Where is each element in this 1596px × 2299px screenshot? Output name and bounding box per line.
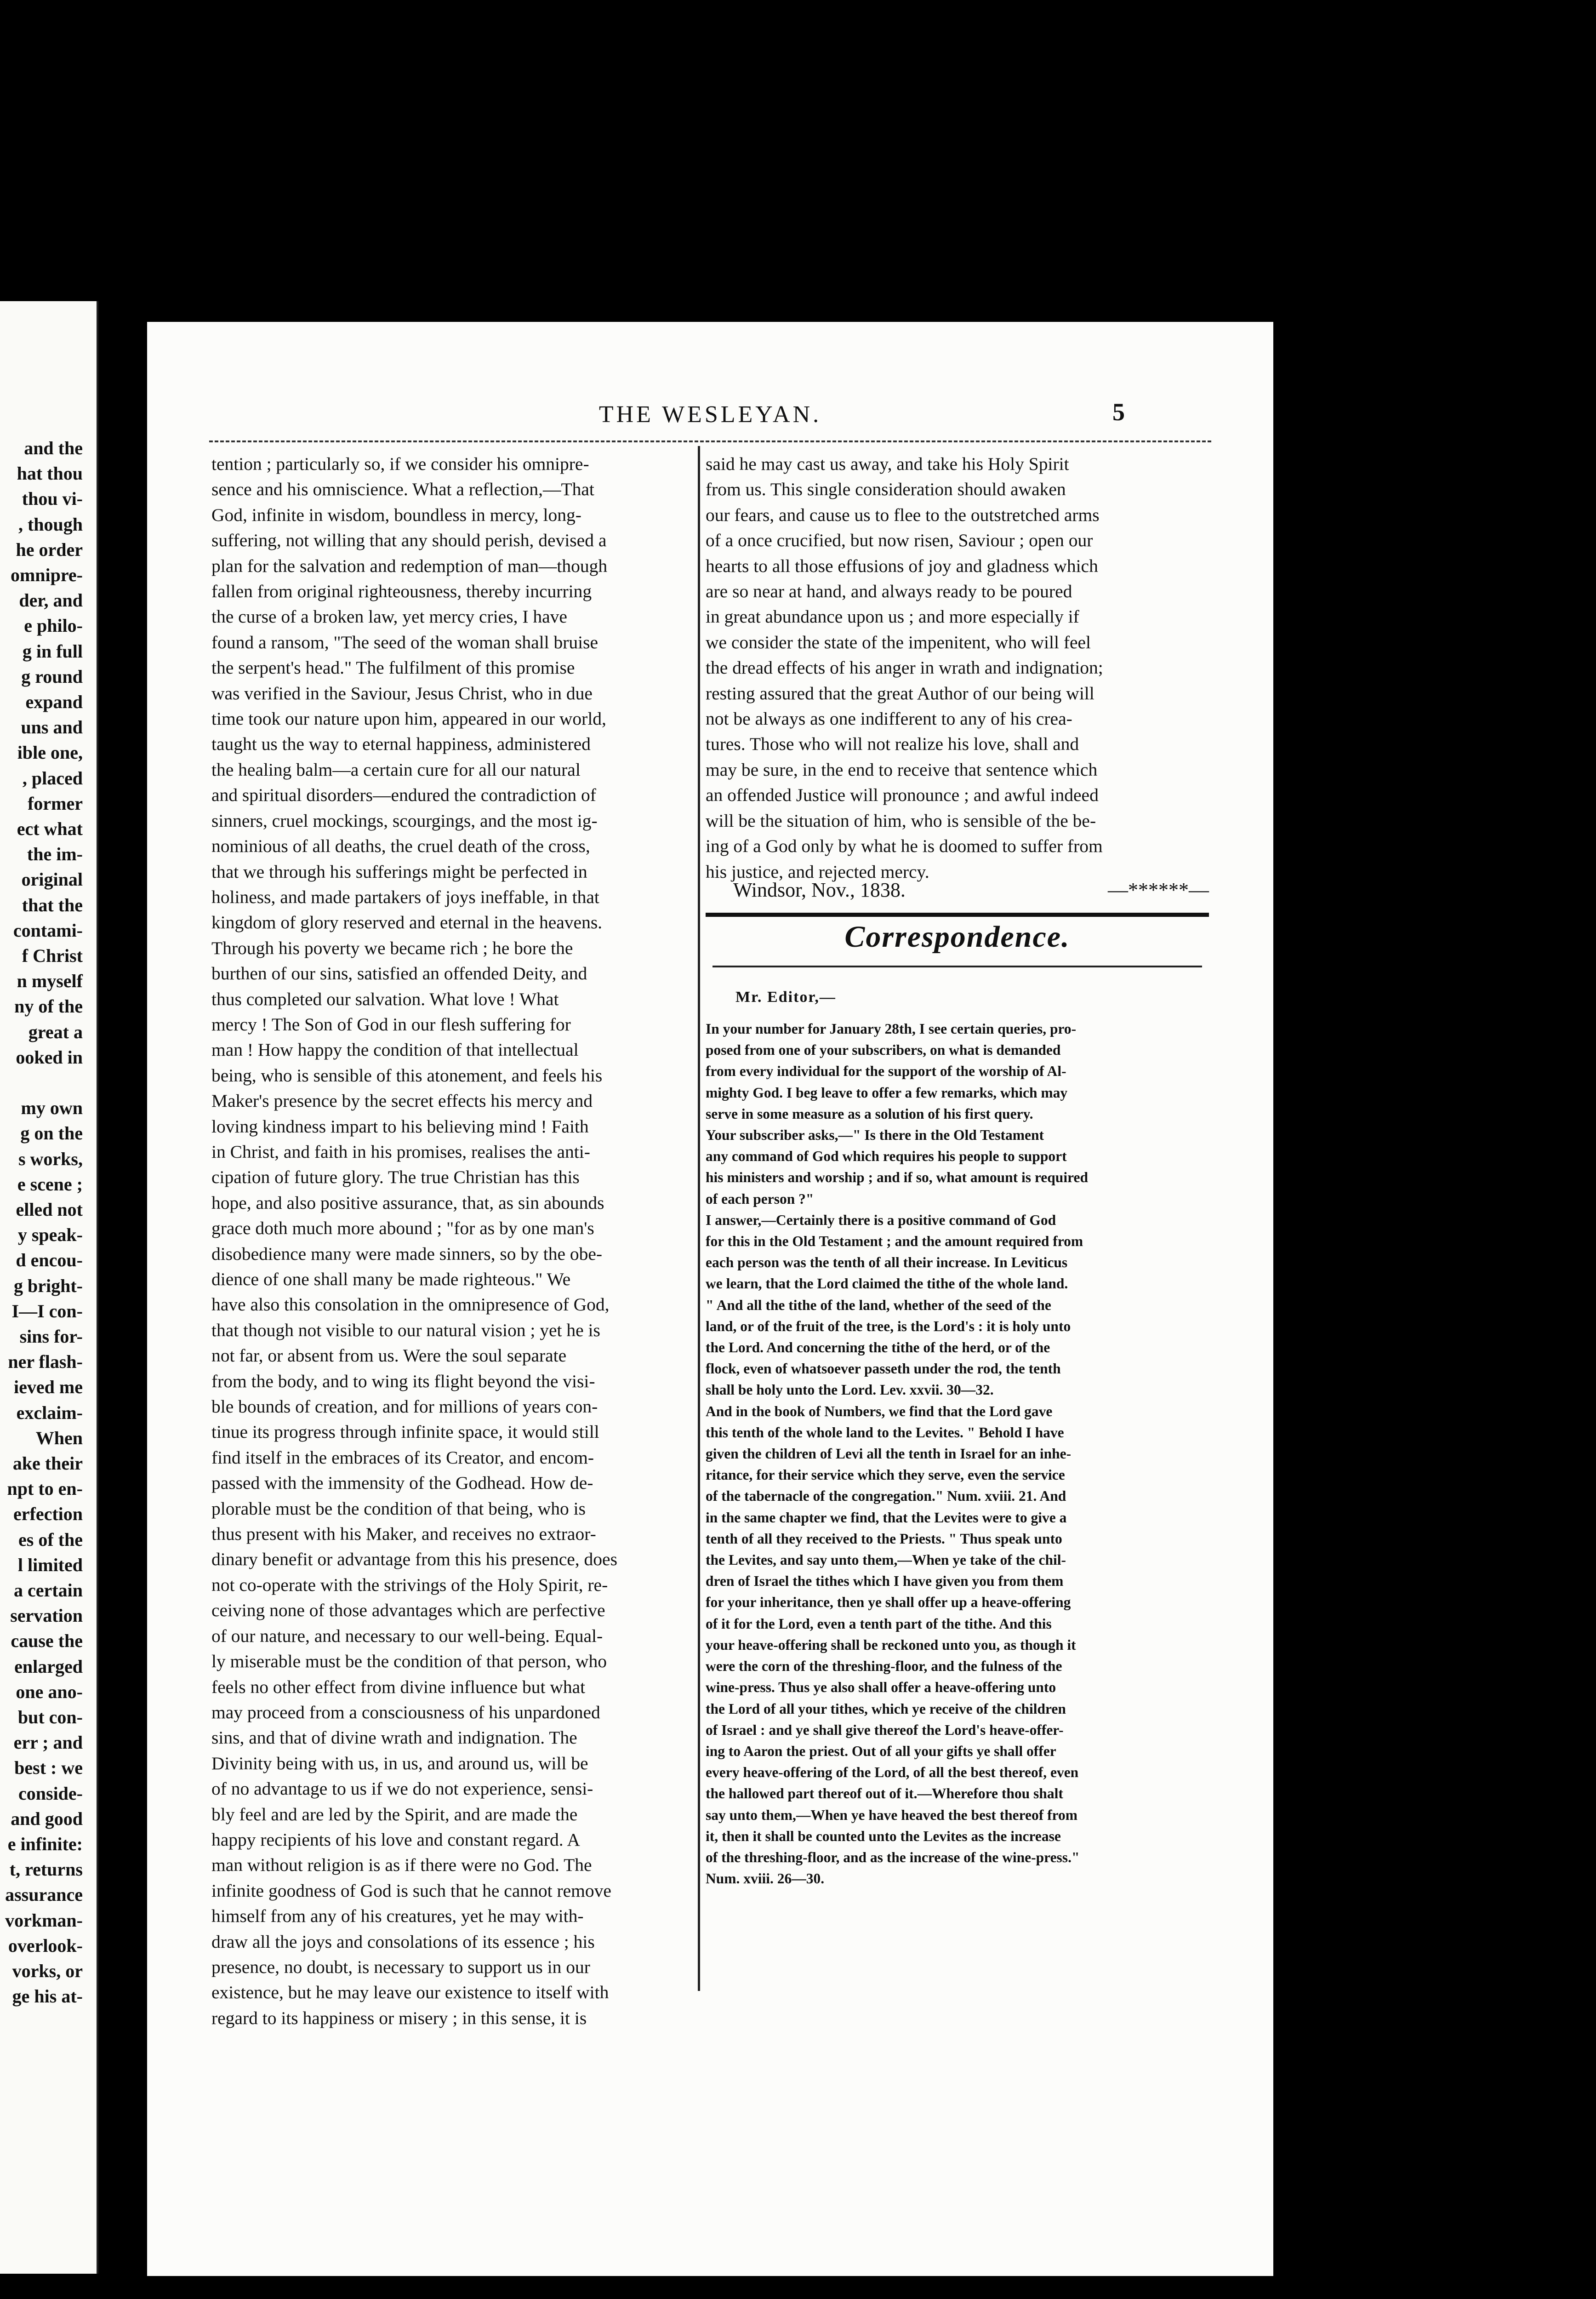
facing-page-fragment <box>0 301 98 2274</box>
text-line: In your number for January 28th, I see certain queries, pro- <box>706 1021 1077 1037</box>
text-line: the Levites, and say unto them,—When ye take of the chil- <box>706 1552 1066 1568</box>
fragment-line: a certain <box>14 1580 83 1601</box>
fragment-line: y speak- <box>17 1224 83 1246</box>
fragment-line: elled not <box>16 1199 83 1220</box>
text-line: taught us the way to eternal happiness, administered <box>211 734 591 755</box>
text-line: I answer,—Certainly there is a positive command of God <box>706 1212 1056 1228</box>
text-line: of no advantage to us if we do not experience, sensi- <box>211 1779 593 1799</box>
text-line: of the threshing-floor, and as the increase of the wine-press." <box>706 1849 1080 1865</box>
text-line: nominious of all deaths, the cruel death of the cross, <box>211 836 590 857</box>
text-line: have also this consolation in the omnipresence of God, <box>211 1294 610 1315</box>
right-column-letter <box>706 1018 1209 1889</box>
text-line: land, or of the fruit of the tree, is the Lord's : it is holy unto <box>706 1318 1071 1334</box>
text-line: serve in some measure as a solution of his first query. <box>706 1105 1033 1122</box>
text-line: ing to Aaron the priest. Out of all your gifts ye shall offer <box>706 1743 1056 1759</box>
fragment-line: f Christ <box>22 945 83 966</box>
fragment-line: g on the <box>20 1123 83 1144</box>
column-divider <box>698 446 700 1991</box>
text-line: time took our nature upon him, appeared in our world, <box>211 709 606 729</box>
signoff-place-date: Windsor, Nov., 1838. <box>733 879 906 901</box>
text-line: in great abundance upon us ; and more especially if <box>706 606 1079 627</box>
text-line: Divinity being with us, in us, and around us, will be <box>211 1753 588 1773</box>
text-line: the curse of a broken law, yet mercy cries, I have <box>211 606 567 627</box>
fragment-line: , placed <box>22 767 83 789</box>
text-line: Num. xviii. 26—30. <box>706 1870 825 1887</box>
text-line: found a ransom, "The seed of the woman shall bruise <box>211 632 598 652</box>
text-line: his ministers and worship ; and if so, what amount is required <box>706 1169 1088 1186</box>
text-line: feels no other effect from divine influence but what <box>211 1676 586 1697</box>
text-line: find itself in the embraces of its Creator, and encom- <box>211 1447 594 1468</box>
text-line: tenth of all they received to the Priests. " Thus speak unto <box>706 1530 1062 1547</box>
signoff-mark: —******— <box>1108 879 1209 901</box>
text-line: not co-operate with the strivings of the Holy Spirit, re- <box>211 1574 608 1595</box>
fragment-line: contami- <box>13 920 83 941</box>
text-line: being, who is sensible of this atonement, and feels his <box>211 1065 603 1086</box>
text-line: disobedience many were made sinners, so by the obe- <box>211 1243 603 1264</box>
text-line: of Israel : and ye shall give thereof the Lord's heave-offer- <box>706 1721 1064 1738</box>
fragment-line: When <box>35 1427 83 1448</box>
text-line: his justice, and rejected mercy. <box>706 861 929 882</box>
text-line: in Christ, and faith in his promises, realises the anti- <box>211 1141 590 1162</box>
text-line: our fears, and cause us to flee to the outstretched arms <box>706 504 1100 525</box>
text-line: wine-press. Thus ye also shall offer a heave-offering unto <box>706 1679 1056 1696</box>
text-line: plan for the salvation and redemption of man—though <box>211 555 608 576</box>
text-line: hope, and also positive assurance, that, as sin abounds <box>211 1192 604 1213</box>
text-line: thus present with his Maker, and receives no extraor- <box>211 1524 596 1544</box>
text-line: from the body, and to wing its flight beyond the visi- <box>211 1371 595 1391</box>
text-line: sins, and that of divine wrath and indignation. The <box>211 1727 577 1748</box>
text-line: from us. This single consideration should awaken <box>706 479 1066 500</box>
fragment-line: that the <box>22 894 83 915</box>
text-line: plorable must be the condition of that being, who is <box>211 1498 586 1519</box>
text-line: suffering, not willing that any should perish, devised a <box>211 530 607 551</box>
fragment-line: ect what <box>17 818 83 839</box>
fragment-line: erfection <box>13 1504 83 1525</box>
letter-salutation: Mr. Editor,— <box>735 989 836 1006</box>
fragment-line: e scene ; <box>17 1173 83 1195</box>
text-line: of a once crucified, but now risen, Saviour ; open our <box>706 530 1093 551</box>
text-line: ble bounds of creation, and for millions of years con- <box>211 1396 598 1417</box>
text-line: ceiving none of those advantages which are perfective <box>211 1600 605 1621</box>
fragment-line: thou vi- <box>22 488 83 509</box>
text-line: God, infinite in wisdom, boundless in mercy, long- <box>211 504 581 525</box>
header-rule <box>209 440 1211 442</box>
fragment-line: former <box>28 793 83 814</box>
text-line: dren of Israel the tithes which I have given you from them <box>706 1573 1064 1590</box>
text-line: grace doth much more abound ; "for as by one man's <box>211 1218 594 1239</box>
fragment-line: g bright- <box>14 1275 83 1296</box>
fragment-line: enlarged <box>14 1656 83 1677</box>
fragment-line: servation <box>10 1605 83 1626</box>
running-title: THE WESLEYAN. <box>598 401 822 428</box>
text-line: the healing balm—a certain cure for all our natural <box>211 759 581 780</box>
text-line: for your inheritance, then ye shall offer up a heave-offering <box>706 1594 1071 1611</box>
text-line: will be the situation of him, who is sensible of the be- <box>706 810 1096 831</box>
text-line: ly miserable must be the condition of that person, who <box>211 1651 607 1672</box>
text-line: cipation of future glory. The true Christian has this <box>211 1167 580 1188</box>
fragment-line: s works, <box>18 1148 83 1169</box>
fragment-line: e philo- <box>24 615 83 636</box>
text-line: say unto them,—When ye have heaved the best thereof from <box>706 1807 1078 1823</box>
text-line: existence, but he may leave our existence to itself with <box>211 1982 609 2003</box>
text-line: may proceed from a consciousness of his unpardoned <box>211 1702 600 1722</box>
text-line: tention ; particularly so, if we consider his omnipre- <box>211 454 589 474</box>
text-line: shall be holy unto the Lord. Lev. xxvii. 30—32. <box>706 1382 994 1398</box>
text-line: resting assured that the great Author of our being will <box>706 683 1094 703</box>
fragment-line: exclaim- <box>16 1402 83 1423</box>
text-line: happy recipients of his love and constant regard. A <box>211 1829 580 1850</box>
article-signoff <box>706 878 1209 902</box>
fragment-line: ible one, <box>17 742 83 763</box>
text-line: we consider the state of the impenitent, who will feel <box>706 632 1091 652</box>
text-line: the serpent's head." The fulfilment of this promise <box>211 658 575 678</box>
fragment-line: original <box>21 869 83 890</box>
text-line: the hallowed part thereof out of it.—Wherefore thou shalt <box>706 1785 1063 1802</box>
text-line: mercy ! The Son of God in our flesh suffering for <box>211 1014 571 1035</box>
text-line: draw all the joys and consolations of its essence ; his <box>211 1931 595 1952</box>
fragment-line: one ano- <box>16 1681 83 1702</box>
section-rule-bottom <box>712 966 1202 967</box>
text-line: man without religion is as if there were no God. The <box>211 1855 592 1876</box>
text-line: were the corn of the threshing-floor, and the fulness of the <box>706 1658 1062 1675</box>
fragment-line: best : we <box>14 1757 83 1779</box>
text-line: was verified in the Saviour, Jesus Christ, who in due <box>211 683 593 703</box>
fragment-line: ooked in <box>16 1047 83 1068</box>
text-line: in the same chapter we find, that the Levites were to give a <box>706 1509 1067 1526</box>
text-line: " And all the tithe of the land, whether of the seed of the <box>706 1297 1051 1313</box>
fragment-line: assurance <box>5 1884 83 1905</box>
fragment-line: omnipre- <box>10 565 83 585</box>
text-line: ing of a God only by what he is doomed to suffer from <box>706 836 1103 857</box>
text-line: that though not visible to our natural vision ; yet he is <box>211 1320 600 1340</box>
text-line: each person was the tenth of all their increase. In Leviticus <box>706 1254 1068 1271</box>
text-line: the Lord. And concerning the tithe of the herd, or of the <box>706 1339 1050 1356</box>
text-line: hearts to all those effusions of joy and gladness which <box>706 555 1098 576</box>
text-line: thus completed our salvation. What love ! What <box>211 989 559 1009</box>
right-column-article-end <box>706 452 1209 885</box>
text-line: man ! How happy the condition of that intellectual <box>211 1040 579 1060</box>
fragment-line: ake their <box>12 1453 83 1474</box>
fragment-line: cause the <box>11 1630 83 1652</box>
text-line: tinue its progress through infinite space, it would still <box>211 1422 599 1442</box>
text-line: dinary benefit or advantage from this his presence, does <box>211 1549 617 1570</box>
fragment-line: g round <box>21 666 83 687</box>
fragment-line: n myself <box>17 971 83 992</box>
fragment-line: ieved me <box>14 1377 83 1398</box>
text-line: the dread effects of his anger in wrath and indignation; <box>706 658 1103 678</box>
text-line: loving kindness impart to his believing mind ! Faith <box>211 1116 589 1137</box>
text-line: every heave-offering of the Lord, of all the best thereof, even <box>706 1764 1079 1781</box>
fragment-line: l limited <box>17 1554 83 1575</box>
left-column-article <box>211 452 690 2031</box>
section-rule-top <box>706 913 1209 917</box>
text-line: any command of God which requires his people to support <box>706 1148 1067 1165</box>
text-line: sence and his omniscience. What a reflection,—That <box>211 479 594 500</box>
text-line: holiness, and made partakers of joys ineffable, in that <box>211 886 599 907</box>
fragment-line: ge his at- <box>12 1986 83 2007</box>
text-line: posed from one of your subscribers, on what is demanded <box>706 1042 1061 1058</box>
text-line: Maker's presence by the secret effects his mercy and <box>211 1091 593 1111</box>
text-line: may be sure, in the end to receive that sentence which <box>706 759 1098 780</box>
fragment-line: and good <box>11 1808 83 1829</box>
text-line: that we through his sufferings might be perfected in <box>211 861 587 882</box>
fragment-line: g in full <box>22 641 83 662</box>
text-line: kingdom of glory reserved and eternal in the heavens. <box>211 912 603 933</box>
text-line: sinners, cruel mockings, scourgings, and the most ig- <box>211 810 598 831</box>
text-line: not far, or absent from us. Were the soul separate <box>211 1345 567 1366</box>
text-line: an offended Justice will pronounce ; and awful indeed <box>706 785 1099 806</box>
fragment-line: ny of the <box>14 996 83 1017</box>
text-line: of the tabernacle of the congregation." Num. xviii. 21. And <box>706 1488 1066 1504</box>
text-line: from every individual for the support of the worship of Al- <box>706 1063 1066 1080</box>
fragment-line: npt to en- <box>7 1478 83 1499</box>
text-line: the Lord of all your tithes, which ye receive of the children <box>706 1700 1066 1717</box>
text-line: given the children of Levi all the tenth in Israel for an inhe- <box>706 1446 1072 1462</box>
text-line: bly feel and are led by the Spirit, and are made the <box>211 1804 578 1824</box>
text-line: of each person ?" <box>706 1190 814 1207</box>
fragment-line: expand <box>25 692 83 712</box>
fragment-line: vorks, or <box>12 1961 83 1981</box>
fragment-line: sins for- <box>19 1326 83 1347</box>
text-line: Through his poverty we became rich ; he bore the <box>211 938 573 958</box>
fragment-line: the im- <box>27 844 83 865</box>
fragment-line: es of the <box>18 1529 83 1550</box>
fragment-line: , though <box>18 514 83 535</box>
text-line: this tenth of the whole land to the Levites. " Behold I have <box>706 1424 1064 1441</box>
text-line: your heave-offering shall be reckoned unto you, as though it <box>706 1636 1076 1653</box>
text-line: tures. Those who will not realize his love, shall and <box>706 734 1079 755</box>
fragment-line: der, and <box>19 590 83 611</box>
fragment-line: t, returns <box>9 1859 83 1880</box>
fragment-line: e infinite: <box>7 1834 83 1854</box>
text-line: dience of one shall many be made righteous." We <box>211 1269 571 1289</box>
text-line: infinite goodness of God is such that he cannot remove <box>211 1880 611 1901</box>
fragment-line: my own <box>21 1098 83 1119</box>
text-line: of it for the Lord, even a tenth part of the tithe. And this <box>706 1615 1052 1632</box>
text-line: not be always as one indifferent to any of his crea- <box>706 709 1072 729</box>
fragment-line: but con- <box>17 1707 83 1727</box>
fragment-line: err ; and <box>13 1732 83 1753</box>
text-line: himself from any of his creatures, yet he may with- <box>211 1906 584 1927</box>
fragment-line: overlook- <box>8 1935 83 1956</box>
text-line: Your subscriber asks,—" Is there in the Old Testament <box>706 1127 1044 1144</box>
text-line: we learn, that the Lord claimed the tithe of the whole land. <box>706 1275 1068 1292</box>
text-line: and spiritual disorders—endured the contradiction of <box>211 785 596 806</box>
fragment-line: ner flash- <box>8 1351 83 1373</box>
fragment-line: I—I con- <box>11 1300 83 1321</box>
text-line: flock, even of whatsoever passeth under the rod, the tenth <box>706 1361 1061 1377</box>
text-line: mighty God. I beg leave to offer a few remarks, which may <box>706 1084 1068 1101</box>
text-line: said he may cast us away, and take his Holy Spirit <box>706 454 1069 474</box>
fragment-line: uns and <box>21 717 83 738</box>
section-title: Correspondence. <box>844 920 1070 954</box>
text-line: burthen of our sins, satisfied an offended Deity, and <box>211 963 587 984</box>
text-line: presence, no doubt, is necessary to support us in our <box>211 1956 590 1977</box>
text-line: are so near at hand, and always ready to be poured <box>706 581 1072 602</box>
newspaper-page <box>147 322 1273 2276</box>
text-line: it, then it shall be counted unto the Levites as the increase <box>706 1828 1061 1844</box>
text-line: ritance, for their service which they serve, even the service <box>706 1467 1065 1483</box>
text-line: for this in the Old Testament ; and the amount required from <box>706 1233 1083 1250</box>
fragment-line: hat thou <box>17 463 83 484</box>
fragment-line: vorkman- <box>5 1910 83 1931</box>
text-line: regard to its happiness or misery ; in this sense, it is <box>211 2007 587 2028</box>
fragment-line: d encou- <box>16 1250 83 1271</box>
text-line: fallen from original righteousness, thereby incurring <box>211 581 592 602</box>
page-number: 5 <box>1112 398 1125 426</box>
fragment-line: conside- <box>18 1783 83 1804</box>
fragment-line: he order <box>16 539 83 560</box>
text-line: passed with the immensity of the Godhead. How de- <box>211 1473 593 1493</box>
text-line: And in the book of Numbers, we find that the Lord gave <box>706 1403 1053 1419</box>
fragment-line: and the <box>24 438 83 458</box>
fragment-line: great a <box>28 1021 83 1042</box>
text-line: of our nature, and necessary to our well-being. Equal- <box>211 1625 603 1646</box>
